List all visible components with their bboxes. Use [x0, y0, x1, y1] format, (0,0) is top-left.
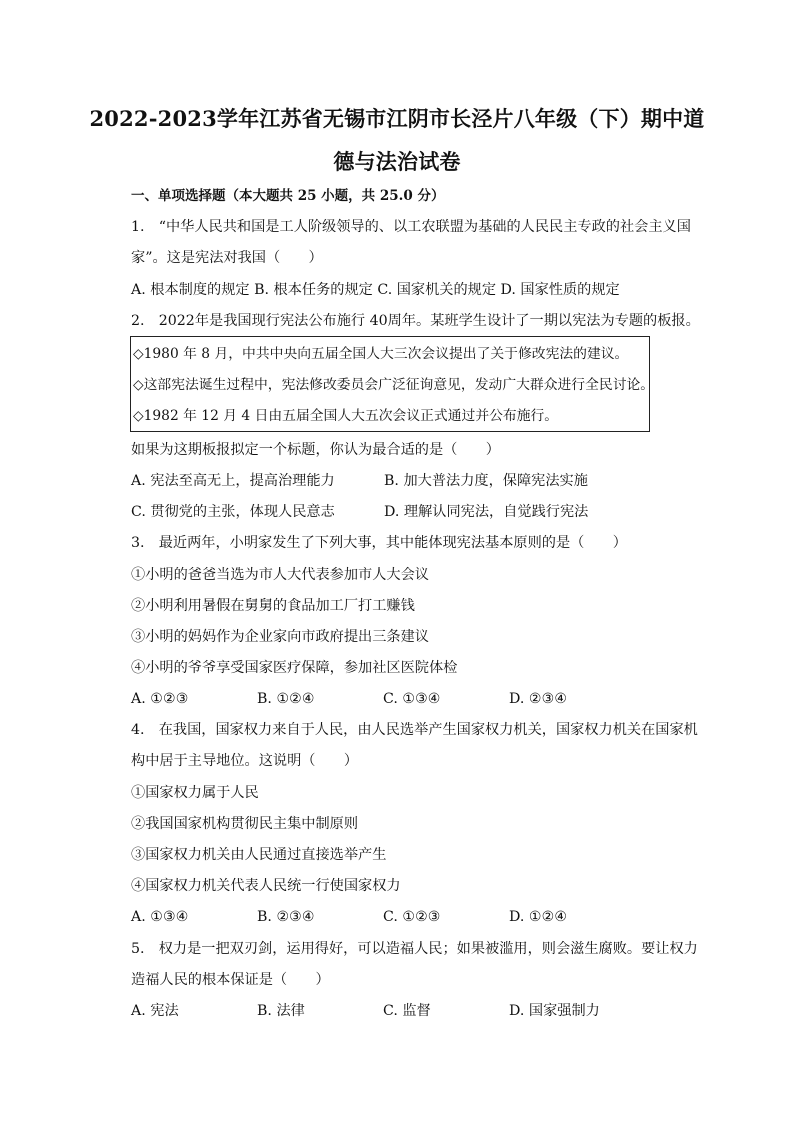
question-4-stem-line-1: 4. 在我国，国家权力来自于人民，由人民选举产生国家权力机关，国家权力机关在国家机: [131, 722, 698, 738]
box-line-1: ◇1980 年 8 月，中共中央向五届全国人大三次会议提出了关于修改宪法的建议。: [133, 346, 629, 362]
question-3-item-3: ③小明的妈妈作为企业家向市政府提出三条建议: [131, 629, 429, 645]
question-2-option-b: B. 加大普法力度，保障宪法实施: [384, 473, 588, 489]
question-5-option-c: C. 监督: [383, 1003, 431, 1019]
question-3-item-1: ①小明的爸爸当选为市人大代表参加市人大会议: [131, 567, 429, 583]
question-1-stem-line-2: 家”。这是宪法对我国（ ）: [131, 250, 323, 266]
question-2-option-a: A. 宪法至高无上，提高治理能力: [131, 473, 335, 489]
question-3-option-a: A. ①②③: [131, 691, 189, 707]
box-line-2: ◇这部宪法诞生过程中，宪法修改委员会广泛征询意见，发动广大群众进行全民讨论。: [133, 377, 655, 393]
question-2-stem: 2. 2022年是我国现行宪法公布施行 40周年。某班学生设计了一期以宪法为专题的板报。: [131, 313, 700, 329]
question-2-prompt: 如果为这期板报拟定一个标题，你认为最合适的是（ ）: [131, 442, 500, 458]
question-1-stem-line-1: 1. “中华人民共和国是工人阶级领导的、以工农联盟为基础的人民民主专政的社会主义国: [131, 219, 691, 235]
question-5-stem-line-2: 造福人民的根本保证是（ ）: [131, 972, 330, 988]
section-heading: 一、单项选择题（本大题共 25 小题，共 25.0 分）: [131, 188, 445, 204]
question-4-item-2: ②我国国家机构贯彻民主集中制原则: [131, 816, 359, 832]
blackboard-text-box: [130, 336, 655, 432]
question-4-stem-line-2: 构中居于主导地位。这说明（ ）: [131, 753, 359, 769]
question-4-item-1: ①国家权力属于人民: [131, 785, 259, 801]
question-3-option-b: B. ①②④: [257, 691, 315, 707]
question-3-option-d: D. ②③④: [509, 691, 568, 707]
question-3-option-c: C. ①③④: [383, 691, 441, 707]
question-4-option-c: C. ①②③: [383, 909, 441, 925]
question-4-option-a: A. ①③④: [131, 909, 189, 925]
question-1-options: A. 根本制度的规定 B. 根本任务的规定 C. 国家机关的规定 D. 国家性质的规定: [131, 282, 620, 298]
question-2-option-d: D. 理解认同宪法，自觉践行宪法: [384, 504, 589, 520]
question-4-item-4: ④国家权力机关代表人民统一行使国家权力: [131, 878, 401, 894]
question-5-option-b: B. 法律: [257, 1003, 305, 1019]
exam-title-line-1: 2022-2023学年江苏省无锡市江阴市长泾片八年级（下）期中道: [89, 106, 705, 131]
question-5-option-a: A. 宪法: [131, 1003, 179, 1019]
question-5-option-d: D. 国家强制力: [509, 1003, 600, 1019]
question-5-stem-line-1: 5. 权力是一把双刃剑，运用得好，可以造福人民；如果被滥用，则会滋生腐败。要让权力: [131, 941, 698, 957]
question-4-item-3: ③国家权力机关由人民通过直接选举产生: [131, 847, 387, 863]
question-3-item-2: ②小明利用暑假在舅舅的食品加工厂打工赚钱: [131, 598, 415, 614]
question-3-stem: 3. 最近两年，小明家发生了下列大事，其中能体现宪法基本原则的是（ ）: [131, 535, 627, 551]
exam-title-line-2: 德与法治试卷: [333, 149, 461, 174]
box-line-3: ◇1982 年 12 月 4 日由五届全国人大五次会议正式通过并公布施行。: [133, 408, 559, 424]
question-4-option-d: D. ①②④: [509, 909, 568, 925]
question-4-option-b: B. ②③④: [257, 909, 315, 925]
question-2-option-c: C. 贯彻党的主张，体现人民意志: [131, 504, 335, 520]
question-3-item-4: ④小明的爷爷享受国家医疗保障，参加社区医院体检: [131, 660, 458, 676]
